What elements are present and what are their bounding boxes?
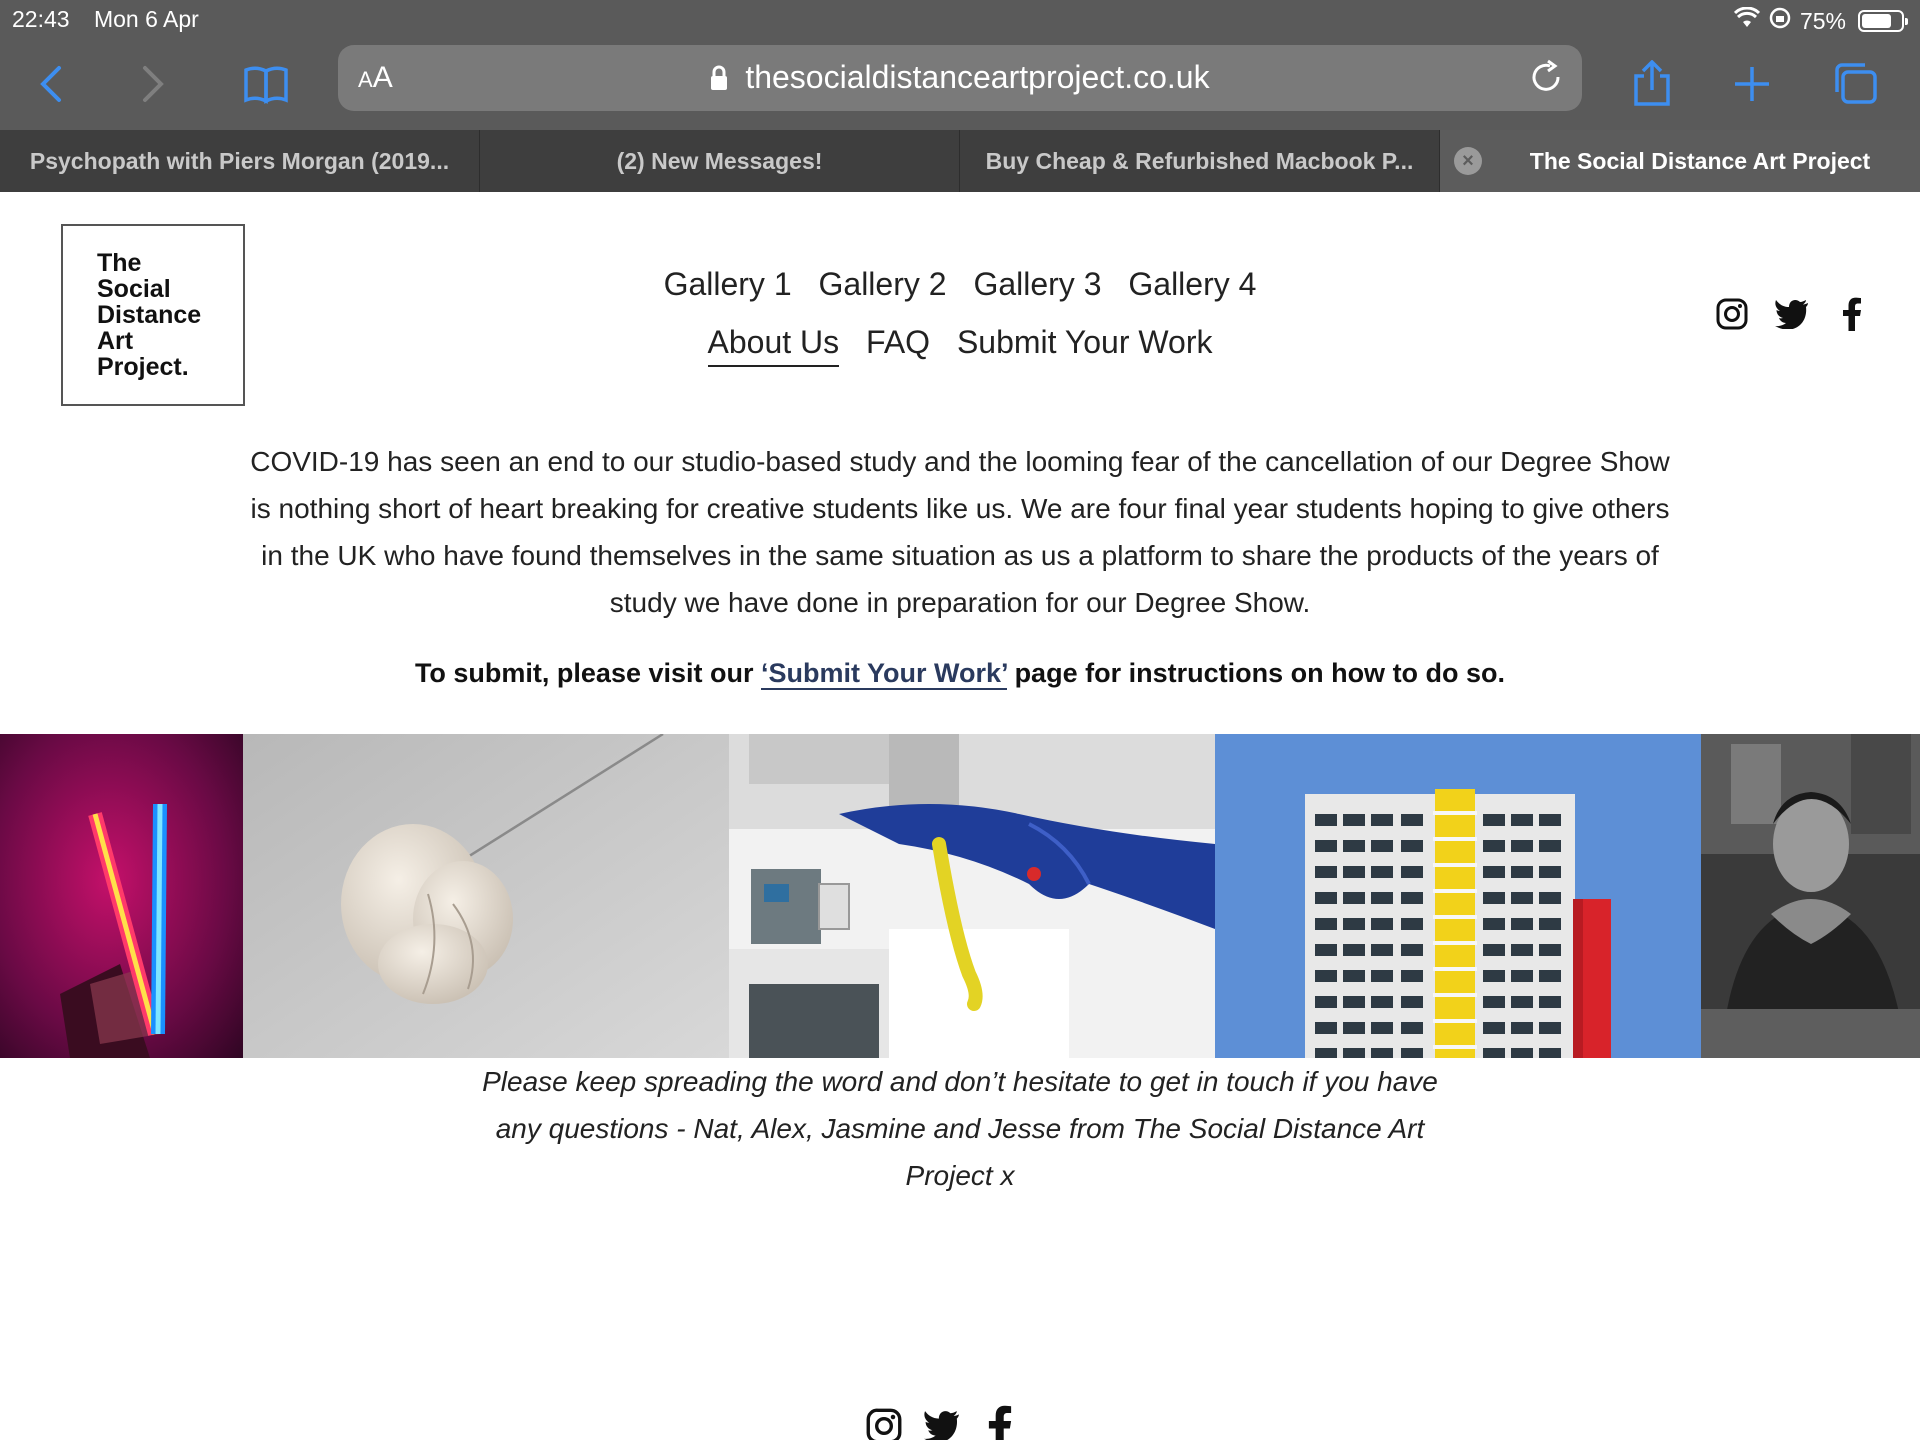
reload-icon[interactable] — [1528, 59, 1564, 100]
submit-note-before: To submit, please visit our — [414, 658, 762, 688]
rotation-lock-icon — [1768, 6, 1792, 36]
logo-line: Distance — [97, 301, 202, 329]
battery-percent: 75% — [1799, 7, 1846, 34]
tab-label: The Social Distance Art Project — [1529, 147, 1871, 174]
main-nav-row-2 — [0, 324, 1920, 367]
social-links-footer — [866, 1408, 1018, 1440]
share-icon[interactable] — [1622, 54, 1682, 114]
nav-gallery-2[interactable]: Gallery 2 — [818, 266, 947, 302]
url-text[interactable]: thesocialdistanceartproject.co.uk — [745, 59, 1210, 95]
logo-line: Project. — [97, 353, 189, 381]
close-tab-icon[interactable]: × — [1454, 147, 1482, 175]
portrait-photo[interactable] — [1701, 734, 1920, 1058]
bookmarks-icon[interactable] — [236, 54, 296, 114]
facebook-icon[interactable] — [1834, 296, 1870, 332]
tab-social-distance-art-project[interactable] — [1440, 130, 1920, 192]
closing-message: Please keep spreading the word and don’t hesitate to get in touch if you have any questions - Nat, Alex, Jasmine and Jesse from The Social Distance Art Project x — [482, 1066, 1438, 1191]
battery-icon — [1858, 10, 1904, 32]
blue-tarp-installation[interactable] — [729, 734, 1215, 1058]
logo-line: The — [97, 249, 142, 277]
add-tab-icon[interactable] — [1722, 54, 1782, 114]
tabs-icon[interactable] — [1826, 54, 1886, 114]
social-links-header — [1714, 296, 1870, 332]
tab-macbook[interactable] — [960, 130, 1440, 192]
twitter-icon[interactable] — [924, 1408, 960, 1440]
site-logo[interactable] — [61, 224, 245, 406]
instagram-icon[interactable] — [866, 1408, 902, 1440]
lock-icon — [710, 65, 728, 91]
submit-instructions — [0, 658, 1920, 689]
address-bar[interactable] — [338, 45, 1582, 111]
tab-label: Buy Cheap & Refurbished Macbook P... — [985, 147, 1414, 174]
instagram-icon[interactable] — [1714, 296, 1750, 332]
tab-bar — [0, 130, 1920, 192]
status-bar — [0, 0, 1920, 40]
tab-label: (2) New Messages! — [616, 147, 823, 174]
tab-new-messages[interactable] — [480, 130, 960, 192]
reader-settings-button[interactable]: AA — [358, 61, 393, 94]
nav-gallery-3[interactable]: Gallery 3 — [973, 266, 1102, 302]
gallery-strip — [0, 734, 1920, 1058]
logo-line: Art — [97, 327, 134, 355]
facebook-icon[interactable] — [982, 1408, 1018, 1440]
tab-psychopath[interactable] — [0, 130, 480, 192]
status-time: 22:43 — [12, 6, 70, 32]
tower-block-photo[interactable] — [1215, 734, 1701, 1058]
intro-paragraph: COVID-19 has seen an end to our studio-based study and the looming fear of the cancellation of our Degree Show is nothing short of heart breaking for creative students like us. We are four final year students hoping to give others in the UK who have found themselves in the same situation as us a platform to share the products of the years of study we have done in preparation for our Degree Show. — [250, 446, 1670, 618]
nav-about-us[interactable]: About Us — [708, 324, 840, 367]
nav-faq[interactable]: FAQ — [866, 324, 931, 360]
forward-icon[interactable] — [122, 54, 182, 114]
nav-submit-your-work[interactable]: Submit Your Work — [956, 324, 1213, 360]
nav-gallery-4[interactable]: Gallery 4 — [1128, 266, 1257, 302]
submit-your-work-link[interactable]: ‘Submit Your Work’ — [761, 658, 1008, 688]
neon-tubes-artwork[interactable] — [0, 734, 243, 1058]
wifi-icon — [1734, 7, 1760, 35]
browser-toolbar — [0, 40, 1920, 130]
submit-note-after: page for instructions on how to do so. — [1007, 658, 1506, 688]
clay-sculpture-on-wire[interactable] — [243, 734, 729, 1058]
tab-label: Psychopath with Piers Morgan (2019... — [29, 147, 450, 174]
twitter-icon[interactable] — [1774, 296, 1810, 332]
back-icon[interactable] — [22, 54, 82, 114]
status-date: Mon 6 Apr — [93, 6, 199, 32]
logo-line: Social — [97, 275, 171, 303]
main-nav-row-1 — [0, 266, 1920, 303]
nav-gallery-1[interactable]: Gallery 1 — [663, 266, 792, 302]
